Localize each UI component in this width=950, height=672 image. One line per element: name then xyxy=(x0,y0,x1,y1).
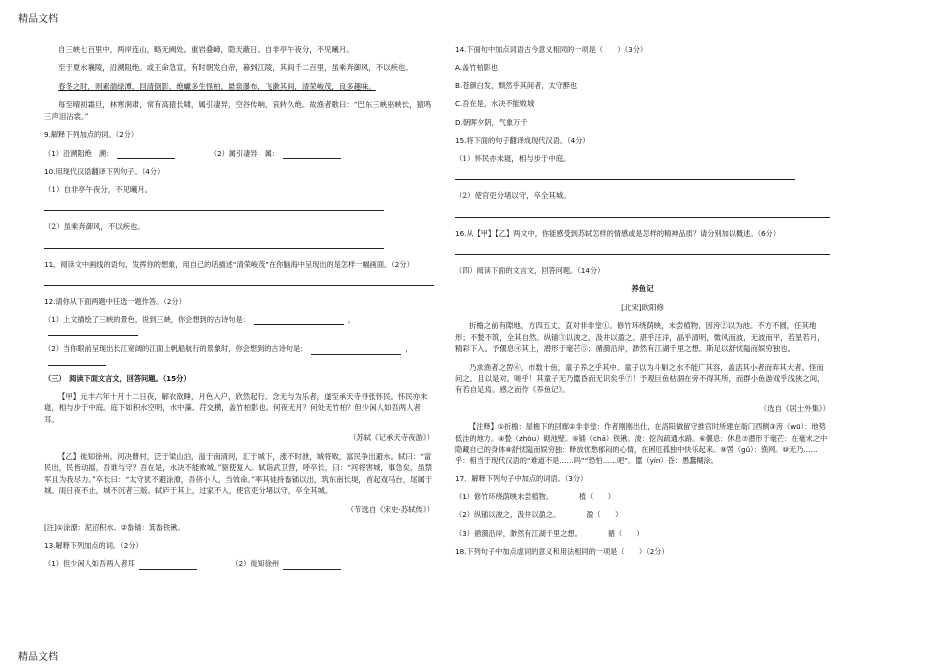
passage-paragraph-underlined: 春冬之时，则素湍绿潭，回清倒影，绝巘多生怪柏，悬泉瀑布，飞漱其间，清荣峻茂，良多趣味。 xyxy=(58,81,376,91)
q17-item-2: （2）纵锸以浚之，汲井以盈之。 盈（ ） xyxy=(455,510,623,520)
q9-item-2: （2）属引凄异 属： xyxy=(209,148,280,158)
answer-blank[interactable]: 植（ ） xyxy=(579,492,615,502)
answer-line[interactable] xyxy=(44,202,384,211)
q14-option-d[interactable]: D.朝晖夕阴，气象万千 xyxy=(455,117,528,127)
answer-blank[interactable]: 盈（ ） xyxy=(586,510,623,520)
answer-line[interactable] xyxy=(44,277,434,286)
question-16: 16.从【甲】【乙】两文中，你能感受到苏轼怎样的情感或是怎样的精神品质？请分别加以概述。（6分） xyxy=(455,228,781,238)
left-column xyxy=(44,44,434,577)
q14-option-c[interactable]: C.吾在是，水决不能败城 xyxy=(455,99,535,109)
q13-item-2: （2）徙知徐州 xyxy=(231,559,280,569)
passage-yi-source: （节选自《宋史·苏轼传》） xyxy=(346,504,434,514)
page-footer: 精品文档 xyxy=(18,652,58,663)
question-14: 14.下面句中加点词语古今意义相同的一项是（ ）（3分） xyxy=(455,45,648,54)
question-13: 13.解释下列加点的词。（2分） xyxy=(44,541,143,551)
answer-line[interactable] xyxy=(44,240,384,249)
question-17: 17．解释下列句子中加点的词语。（3分） xyxy=(455,474,588,484)
q13-item-1: （1）但少闲人如吾两人者耳 xyxy=(44,559,135,569)
answer-blank[interactable] xyxy=(311,346,401,355)
passage-paragraph: 至于夏水襄陵，沿溯阻绝。或王命急宣，有时朝发白帝，暮到江陵，其间千二百里，虽乘奔御风，不以疾也。 xyxy=(58,63,413,73)
answer-blank[interactable] xyxy=(117,150,175,159)
question-10: 10.用现代汉语翻译下列句子。（4分） xyxy=(44,166,165,176)
answer-blank[interactable] xyxy=(254,316,344,325)
passage-jia: 【甲】元丰六年十月十二日夜，解衣欲睡，月色入户，欣然起行。念无与为乐者，遂至承天寺寻张怀民。怀民亦未寝，相与步于中庭。庭下如积水空明，水中藻、荇交横，盖竹柏影也。何夜无月？何处无竹柏？但少闲人如吾两人者耳。 xyxy=(44,391,428,424)
passage-jia-source: （苏轼《记承天寺夜游》） xyxy=(349,433,434,443)
answer-blank[interactable]: 循（ ） xyxy=(607,528,644,538)
answer-line[interactable] xyxy=(455,209,830,218)
answer-line[interactable] xyxy=(455,171,795,180)
answer-blank[interactable] xyxy=(283,150,341,159)
passage-title: 养鱼记 xyxy=(631,284,654,294)
q17-item-3: （3）循漪沿岸，渺然有江湖千里之想。 循（ ） xyxy=(455,528,644,538)
q14-option-b[interactable]: B.苍颜白发，颓然乎其间者，太守醉也 xyxy=(455,81,578,91)
q15-item-1: （1）怀民亦未寝，相与步于中庭。 xyxy=(455,153,571,163)
q9-item-1: （1）沿溯阻绝 溯： xyxy=(44,148,114,158)
q17-item-1: （1）修竹环绕荫映未尝植物。 植（ ） xyxy=(455,492,615,502)
q14-option-a[interactable]: A.盖竹柏影也 xyxy=(455,63,499,73)
question-18: 18.下列句子中加点虚词的意义和用法相同的一项是（ ）（2分） xyxy=(455,546,669,556)
question-9: 9.解释下列加点的词。（2分） xyxy=(44,130,139,140)
passage-yi: 【乙】徙知徐州。河决曹村，泛于梁山泊，溢于南清河，汇于城下，涨不时泄，城将败，富民争出避水。轼曰：“富民出，民皆动摇，吾谁与守？吾在是，水决不能败城。”驱使复入。轼诣武卫营，呼卒长，曰：“河将害城，事急矣，虽禁军且为我尽力。”卒长曰：“太守犹不避涂潦，吾侪小人，当效命。”率其徒持畚锸以出，筑东南长堤，首起戏马台，尾属于城。雨日夜不止，城不沉者三版。轼庐于其上，过家不入，使官吏分堵以守，卒全其城。 xyxy=(44,451,433,496)
q15-item-2: （2）使官吏分堵以守，卒全其城。 xyxy=(455,191,571,201)
passage-author: [北宋]欧阳修 xyxy=(621,302,664,312)
answer-line[interactable] xyxy=(455,246,830,255)
passage-note: [注]①涂潦：泥沼积水。②畚锸：箕畚铁锹。 xyxy=(44,523,185,533)
passage-paragraph: 折檐之前有隙地，方四五丈，直对非非堂①。修竹环绕荫映，未尝植物，因洿②以为池。不方不圆，任其地形；不甃不筑，全其自然。纵锸③以浚之，汲井以盈之。湛乎汪洋，晶乎清明，微风而波，无波而平，若星若月，精彩下入。予偃息④其上，潜形于毫芒⑤；循漪沿岸，渺然有江湖千里之想。斯足以舒忧隘而娱穷独也。 xyxy=(455,321,825,354)
question-15: 15.将下面的句子翻译成现代汉语。（4分） xyxy=(455,135,590,145)
q10-item-1: （1）自非亭午夜分，不见曦月。 xyxy=(44,184,153,194)
section-3-heading: （三） 阅读下面文言文，回答问题。（15分） xyxy=(44,373,191,383)
passage-source: （选自《居士外集》） xyxy=(759,403,830,413)
answer-blank[interactable] xyxy=(48,327,138,336)
right-column xyxy=(455,44,830,564)
answer-blank[interactable] xyxy=(283,561,341,570)
page-header: 精品文档 xyxy=(18,14,58,25)
section-4-heading: （四）阅读下面的文言文，回答问题。（14分） xyxy=(455,266,605,276)
passage-paragraph: 每至晴初霜旦，林寒涧肃，常有高猿长啸，属引凄异，空谷传响，哀转久绝。故渔者歌曰：“巴东三峡巫峡长，猿鸣三声泪沾裳。” xyxy=(44,100,432,121)
passage-paragraph: 自三峡七百里中，两岸连山，略无阙处。重岩叠嶂，隐天蔽日。自非亭午夜分，不见曦月。 xyxy=(58,45,354,54)
passage-paragraph: 乃求渔者之罟⑥，市数十鱼，童子养之乎其中。童子以为斗斛之水不能广其容，盖活其小者而弃其大者。怪而问之，且以是对。嗟乎！其童子无乃嚚昏而无识矣乎⑦！予观巨鱼枯涸在旁不得其所，而群小鱼游戏乎浅狭之间，有若自足焉。感之而作《养鱼记》。 xyxy=(455,362,825,395)
q10-item-2: （2）虽乘奔御风，不以疾也。 xyxy=(44,222,145,232)
q12-item-1: （1）上文描绘了三峡的景色，说到三峡，你会想到的古诗句是： ， xyxy=(44,314,434,336)
question-9-items xyxy=(44,148,434,159)
question-11: 11、阅读文中画线的语句，发挥你的想象，用自己的话描述“清荣峻茂”在你脑海中呈现出的是怎样一幅画面。（2分） xyxy=(44,259,414,269)
answer-blank[interactable] xyxy=(48,357,106,366)
answer-blank[interactable] xyxy=(139,561,197,570)
question-12: 12.请你从下面两题中任选一题作答。（2分） xyxy=(44,296,186,306)
q12-item-2: （2）当你眼前呈现出长江宽阔的江面上帆船航行的景象时，你会想到的古诗句是： ， xyxy=(44,343,434,365)
question-13-items xyxy=(44,558,434,569)
passage-notes: 【注释】①折檐：屋檐下的回廊②非非堂：作者刚刚出仕，在洛阳做留守推官时所建在衙门西侧③洿（wū）：地势低洼的地方。④甃（zhòu）砌池壁。⑤锸（chā）铁锹。浚：挖沟疏通水路。⑥偃息：休息⑦潜形于毫芒：在毫末之中隐藏自己的身体⑧舒忧隘而娱穷独：释放忧愁郁闷的心情，在困厄孤独中快乐起来。⑨罟（gǔ）：渔网。⑩无乃……乎：相当于现代汉语的“难道不是……吗”“恐怕……吧”。嚚（yín）昏：愚蠢糊涂。 xyxy=(455,422,828,465)
